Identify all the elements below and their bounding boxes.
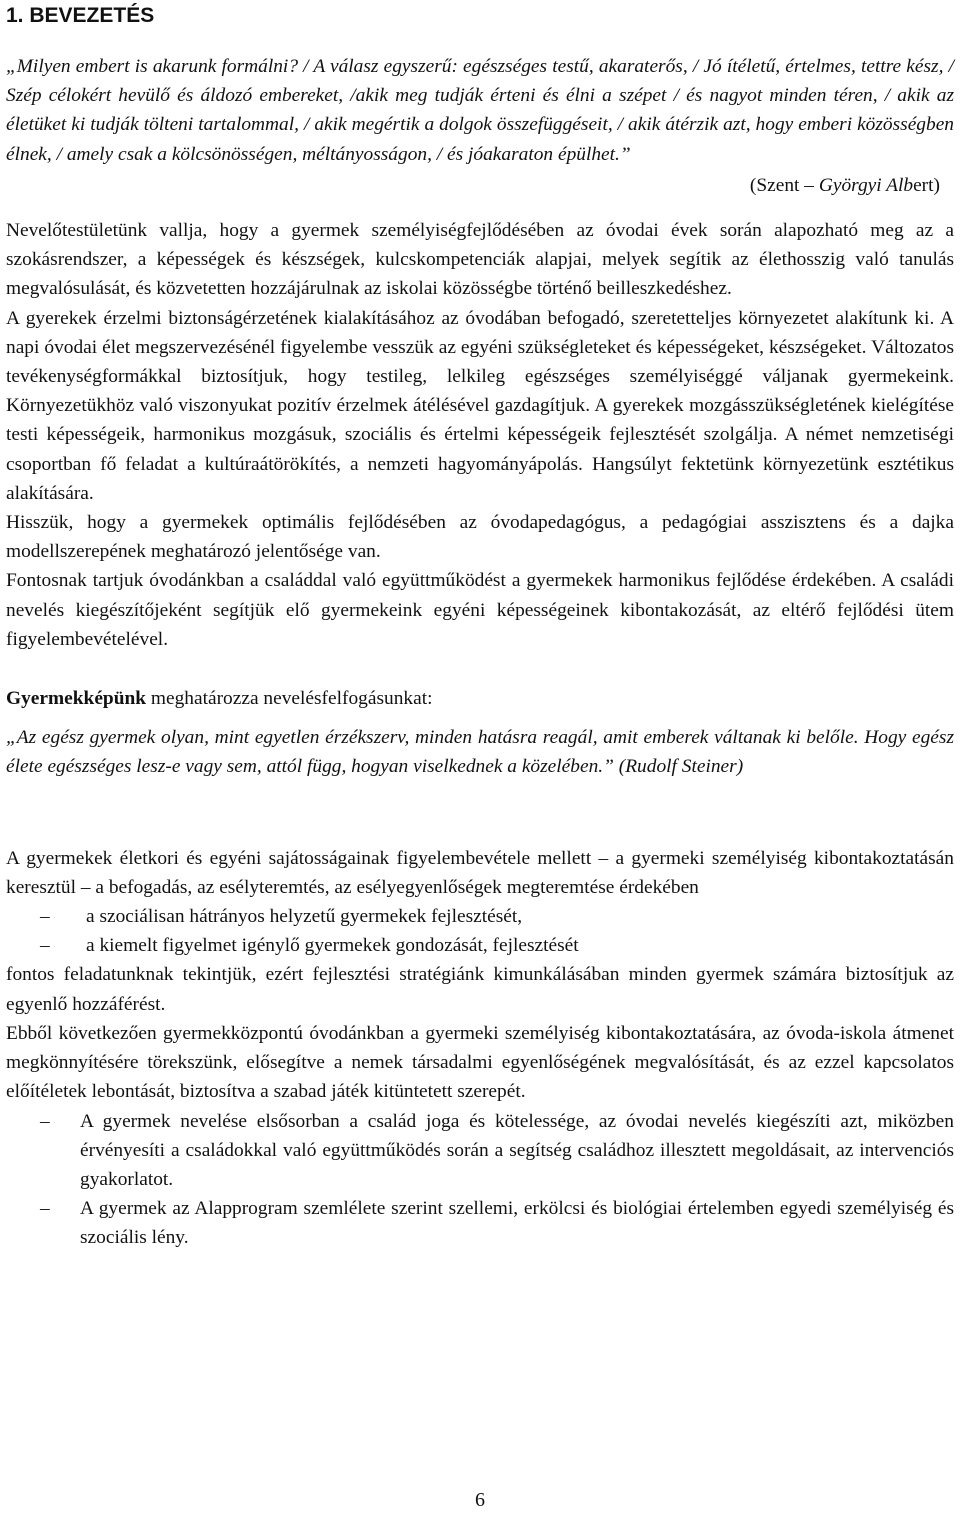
list-item (6, 1107, 954, 1195)
spacer (6, 654, 954, 684)
paragraph: Nevelőtestületünk vallja, hogy a gyermek személyiségfejlődésében az óvodai évek során alapozható meg az a szokásrendszer, a képességek és készségek, kulcskompetenciák alapjai, melyek segítik az élethosszig való tanulás megvalósulását, és közvetetten hozzájárulnak az iskolai közösségbe történő beilleszkedéshez. (6, 220, 954, 300)
document-page (6, 0, 954, 1253)
attribution-rest: ert) (913, 174, 940, 196)
spacer (6, 200, 954, 216)
list-item-text: a kiemelt figyelmet igénylő gyermekek gondozását, fejlesztését (86, 935, 579, 957)
child-image-intro (6, 684, 954, 713)
dash-bullet: – (40, 1110, 50, 1132)
paragraph: fontos feladatunknak tekintjük, ezért fejlesztési stratégiánk kimunkálásában minden gyermek számára biztosítjuk az egyenlő hozzáférést. (6, 964, 954, 1015)
opening-quote: „Milyen embert is akarunk formálni? / A válasz egyszerű: egészséges testű, akaraterős, / Jó ítéletű, értelmes, tettre kész, / Szép célokért hevülő és áldozó embereket, /akik meg tudják érteni és élni a szépet / és nagyot minden téren, / akik az életüket ki tudják tölteni tartalommal, / akik megértik a dolgok összefüggéseit, / akik átérzik azt, hogy emberi közösségben élnek, / amely csak a kölcsönösségen, méltányosságon, / és jóakaraton épülhet.” (6, 56, 954, 165)
list-item-text: A gyermek nevelése elsősorban a család joga és kötelessége, az óvodai nevelés kiegészíti azt, miközben érvényesíti a családokkal való együttműködés során a segítség családhoz illesztett megoldásait, az intervenciós gyakorlatot. (80, 1110, 954, 1190)
dash-bullet: – (40, 1198, 50, 1220)
list-item (6, 902, 954, 931)
steiner-quote: „Az egész gyermek olyan, mint egyetlen érzékszerv, minden hatásra reagál, amit emberek váltanak ki belőle. Hogy egész élete egészséges lesz-e vagy sem, attól függ, hogyan viselkednek a közelében.” (Rudolf Steiner) (6, 727, 954, 778)
list-item-text: A gyermek az Alapprogram szemlélete szerint szellemi, erkölcsi és biológiai értelemben egyedi személyiség és szociális lény. (80, 1198, 954, 1249)
paragraph: Hisszük, hogy a gyermekek optimális fejlődésében az óvodapedagógus, a pedagógiai asszisztens és a dajka modellszerepének meghatározó jelentősége van. (6, 512, 954, 563)
dash-bullet: – (40, 935, 50, 957)
child-image-bold: Gyermekképünk (6, 688, 147, 710)
section-heading: 1. BEVEZETÉS (6, 4, 155, 27)
spacer (6, 782, 954, 844)
list-item-text: a szociálisan hátrányos helyzetű gyermekek fejlesztését, (86, 906, 523, 928)
attribution-name: Györgyi Alb (818, 174, 914, 196)
dash-list (6, 902, 954, 960)
paragraph: Ebből következően gyermekközpontú óvodánkban a gyermeki személyiség kibontakoztatására, az óvoda-iskola átmenet megkönnyítésére törekszünk, elősegítve a nemek társadalmi egyenlőségének megvalósítását, és az ezzel kapcsolatos előítéletek lebontását, biztosítva a szabad játék kitüntetett szerepét. (6, 1022, 954, 1103)
quote-attribution (6, 171, 940, 200)
attribution-open: (Szent – (749, 174, 819, 196)
list-item (6, 931, 954, 960)
paragraph: Fontosnak tartjuk óvodánkban a családdal való együttműködést a gyermekek harmonikus fejlődése érdekében. A családi nevelés kiegészítőjeként segítjük elő gyermekeink egyéni képességeinek kibontakozását, az eltérő fejlődési ütem figyelembevételével. (6, 570, 954, 650)
page-number: 6 (475, 1489, 485, 1511)
paragraph: A gyermekek életkori és egyéni sajátosságainak figyelembevétele mellett – a gyermeki személyiség kibontakoztatásán keresztül – a befogadás, az esélyteremtés, az esélyegyenlőségek megteremtése érdekében (6, 847, 954, 898)
child-image-rest: meghatározza nevelésfelfogásunkat: (146, 688, 433, 710)
list-item (6, 1194, 954, 1252)
paragraph: A gyerekek érzelmi biztonságérzetének kialakításához az óvodában befogadó, szeretetteljes környezetet alakítunk ki. A napi óvodai élet megszervezésénél figyelembe vesszük az egyéni szükségleteket és képességeket, készségeket. Változatos tevékenységformákkal biztosítjuk, hogy testileg, lelkileg egészséges személyiséggé váljanak gyermekeink. Környezetükhöz való viszonyukat pozitív érzelmek átélésével gazdagítjuk. A gyerekek mozgásszükségletének kielégítése testi képességeik, harmonikus mozgásuk, szociális és értelmi képességeik fejlesztését szolgálja. A német nemzetiségi csoportban fő feladat a kultúraátörökítés, a nemzeti hagyományápolás. Hangsúlyt fektetünk környezetünk esztétikus alakítására. (6, 307, 954, 504)
dash-bullet: – (40, 906, 50, 928)
dash-list (6, 1107, 954, 1253)
